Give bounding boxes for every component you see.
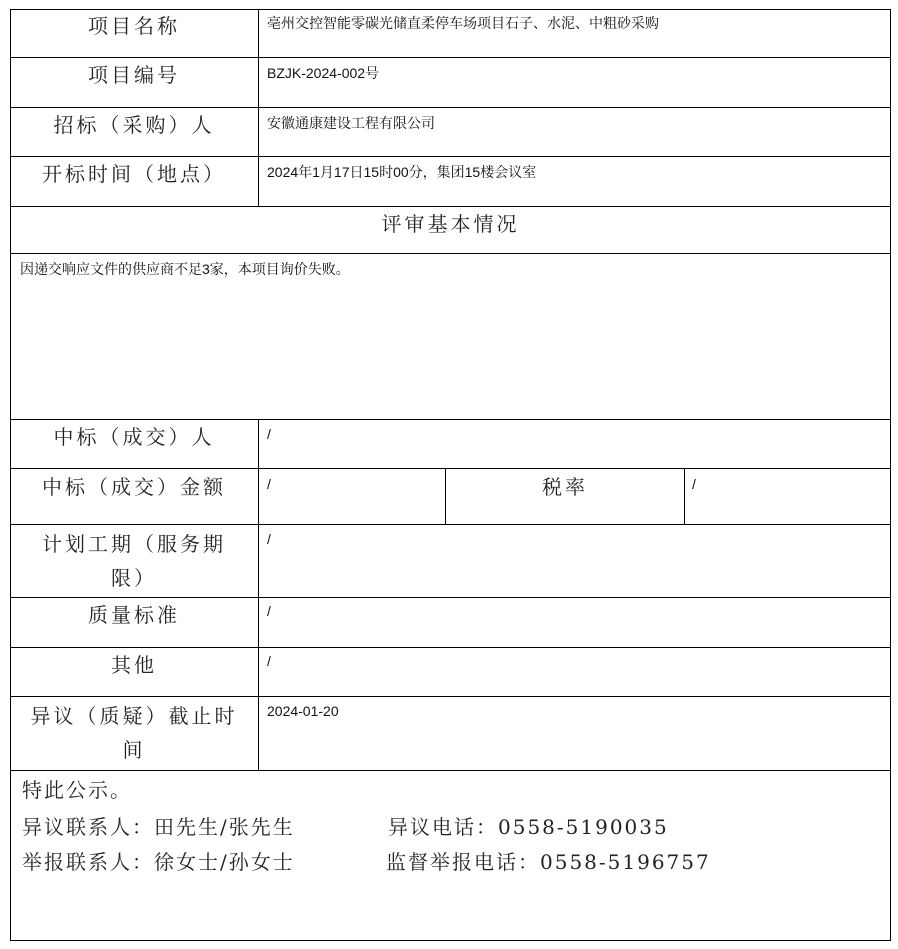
- tax-rate-label: 税率: [542, 475, 588, 499]
- review-content: 因递交响应文件的供应商不足3家，本项目询价失败。: [20, 261, 350, 277]
- tenderer-value: 安徽通康建设工程有限公司: [267, 115, 435, 131]
- announcement-text: 特此公示。: [22, 778, 132, 802]
- winner-value: /: [267, 426, 271, 442]
- report-phone: 监督举报电话：0558-5196757: [386, 850, 711, 874]
- other-value: /: [267, 653, 271, 669]
- objection-deadline-value: 2024-01-20: [267, 703, 339, 719]
- row-divider: [10, 696, 891, 697]
- objection-phone: 异议电话：0558-5190035: [388, 815, 669, 839]
- objection-deadline-label: 异议（质疑）截止时间: [30, 704, 238, 762]
- opening-time-label: 开标时间（地点）: [42, 162, 226, 186]
- row-divider: [10, 253, 891, 254]
- tenderer-label: 招标（采购）人: [53, 113, 215, 137]
- period-label: 计划工期（服务期限）: [42, 532, 226, 590]
- tax-rate-value: /: [692, 476, 696, 492]
- opening-time-value: 2024年1月17日15时00分，集团15楼会议室: [267, 164, 537, 180]
- project-number-label: 项目编号: [88, 63, 180, 87]
- column-divider: [258, 9, 259, 207]
- row-divider: [10, 770, 891, 771]
- quality-label: 质量标准: [88, 603, 180, 627]
- row-divider: [10, 468, 891, 469]
- project-name-label: 项目名称: [88, 14, 180, 38]
- amount-label: 中标（成交）金额: [42, 475, 226, 499]
- winner-label: 中标（成交）人: [53, 425, 215, 449]
- objection-contact: 异议联系人：田先生/张先生: [22, 815, 295, 839]
- other-label: 其他: [111, 653, 157, 677]
- quality-value: /: [267, 603, 271, 619]
- amount-value: /: [267, 476, 271, 492]
- report-contact: 举报联系人：徐女士/孙女士: [22, 850, 295, 874]
- column-divider: [684, 468, 685, 525]
- project-number-value: BZJK-2024-002号: [267, 65, 380, 81]
- review-heading: 评审基本情况: [381, 212, 520, 236]
- row-divider: [10, 524, 891, 525]
- period-value: /: [267, 531, 271, 547]
- column-divider: [258, 419, 259, 771]
- project-name-value: 亳州交控智能零碳光储直柔停车场项目石子、水泥、中粗砂采购: [267, 15, 659, 31]
